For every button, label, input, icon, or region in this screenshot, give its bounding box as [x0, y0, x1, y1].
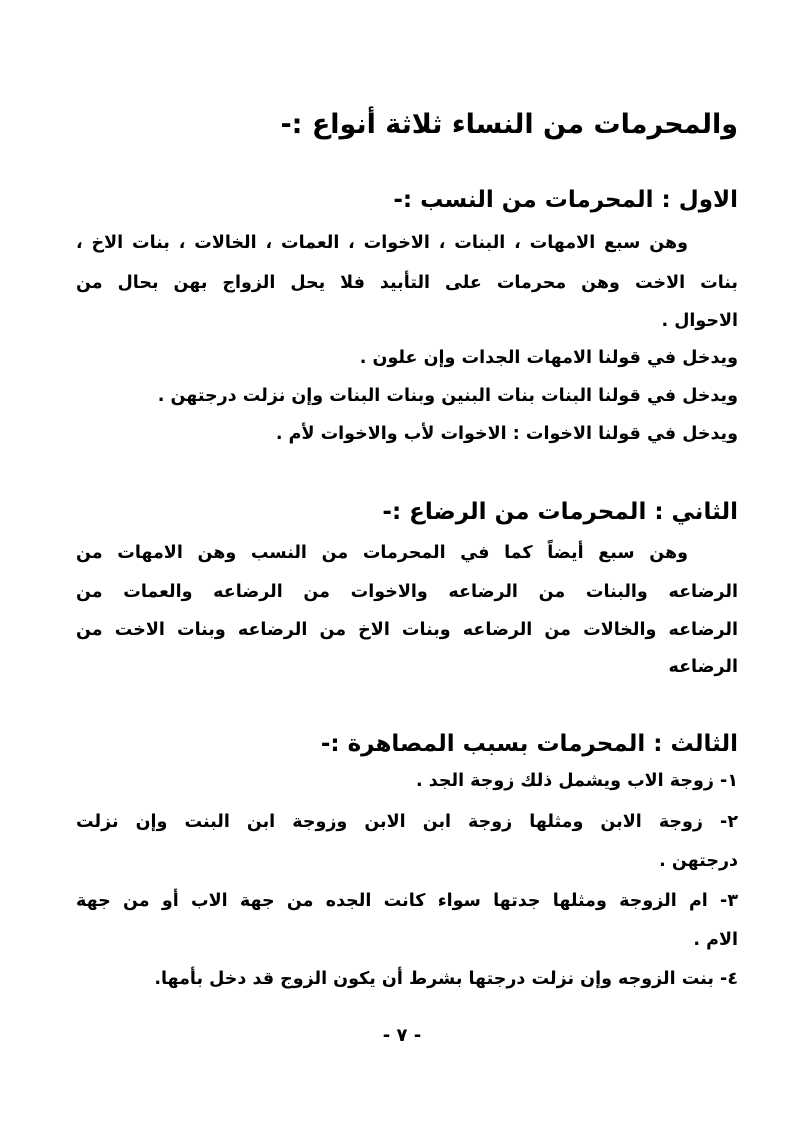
list-item-continuation: درجتهن . [659, 851, 738, 871]
list-item: ٢- زوجة الابن ومثلها زوجة ابن الابن وزوجة ابن البنت وإن نزلت [76, 812, 738, 832]
paragraph-line: الرضاعه والبنات من الرضاعه والاخوات من الرضاعه والعمات من [76, 582, 738, 602]
paragraph-line: ويدخل في قولنا الاخوات : الاخوات لأب والاخوات لأم . [275, 424, 738, 444]
page-number: - ٧ - [382, 1025, 422, 1046]
list-item: ٤- بنت الزوجه وإن نزلت درجتها بشرط أن يكون الزوج قد دخل بأمها. [154, 969, 738, 989]
list-item-continuation: الام . [693, 930, 738, 950]
paragraph-line: الرضاعه والخالات من الرضاعه وبنات الاخ من الرضاعه وبنات الاخت من [76, 620, 738, 640]
paragraph-line: ويدخل في قولنا الامهات الجدات وإن علون . [359, 348, 738, 368]
paragraph-line: الرضاعه [668, 657, 738, 677]
section-heading-nursing: الثاني : المحرمات من الرضاع :- [382, 499, 738, 525]
paragraph-line: بنات الاخت وهن محرمات على التأبيد فلا يحل الزواج بهن بحال من [76, 273, 738, 293]
page-title: والمحرمات من النساء ثلاثة أنواع :- [280, 109, 738, 140]
list-item: ٣- ام الزوجة ومثلها جدتها سواء كانت الجده من جهة الاب أو من جهة [76, 891, 738, 911]
list-item: ١- زوجة الاب ويشمل ذلك زوجة الجد . [416, 771, 738, 791]
paragraph-line: وهن سبع الامهات ، البنات ، الاخوات ، العمات ، الخالات ، بنات الاخ ، [76, 233, 688, 253]
paragraph-line: الاحوال . [661, 311, 738, 331]
paragraph-line: وهن سبع أيضاً كما في المحرمات من النسب وهن الامهات من [76, 543, 688, 563]
section-heading-lineage: الاول : المحرمات من النسب :- [393, 187, 738, 213]
section-heading-marriage: الثالث : المحرمات بسبب المصاهرة :- [320, 731, 738, 757]
paragraph-line: ويدخل في قولنا البنات بنات البنين وبنات البنات وإن نزلت درجتهن . [157, 386, 738, 406]
